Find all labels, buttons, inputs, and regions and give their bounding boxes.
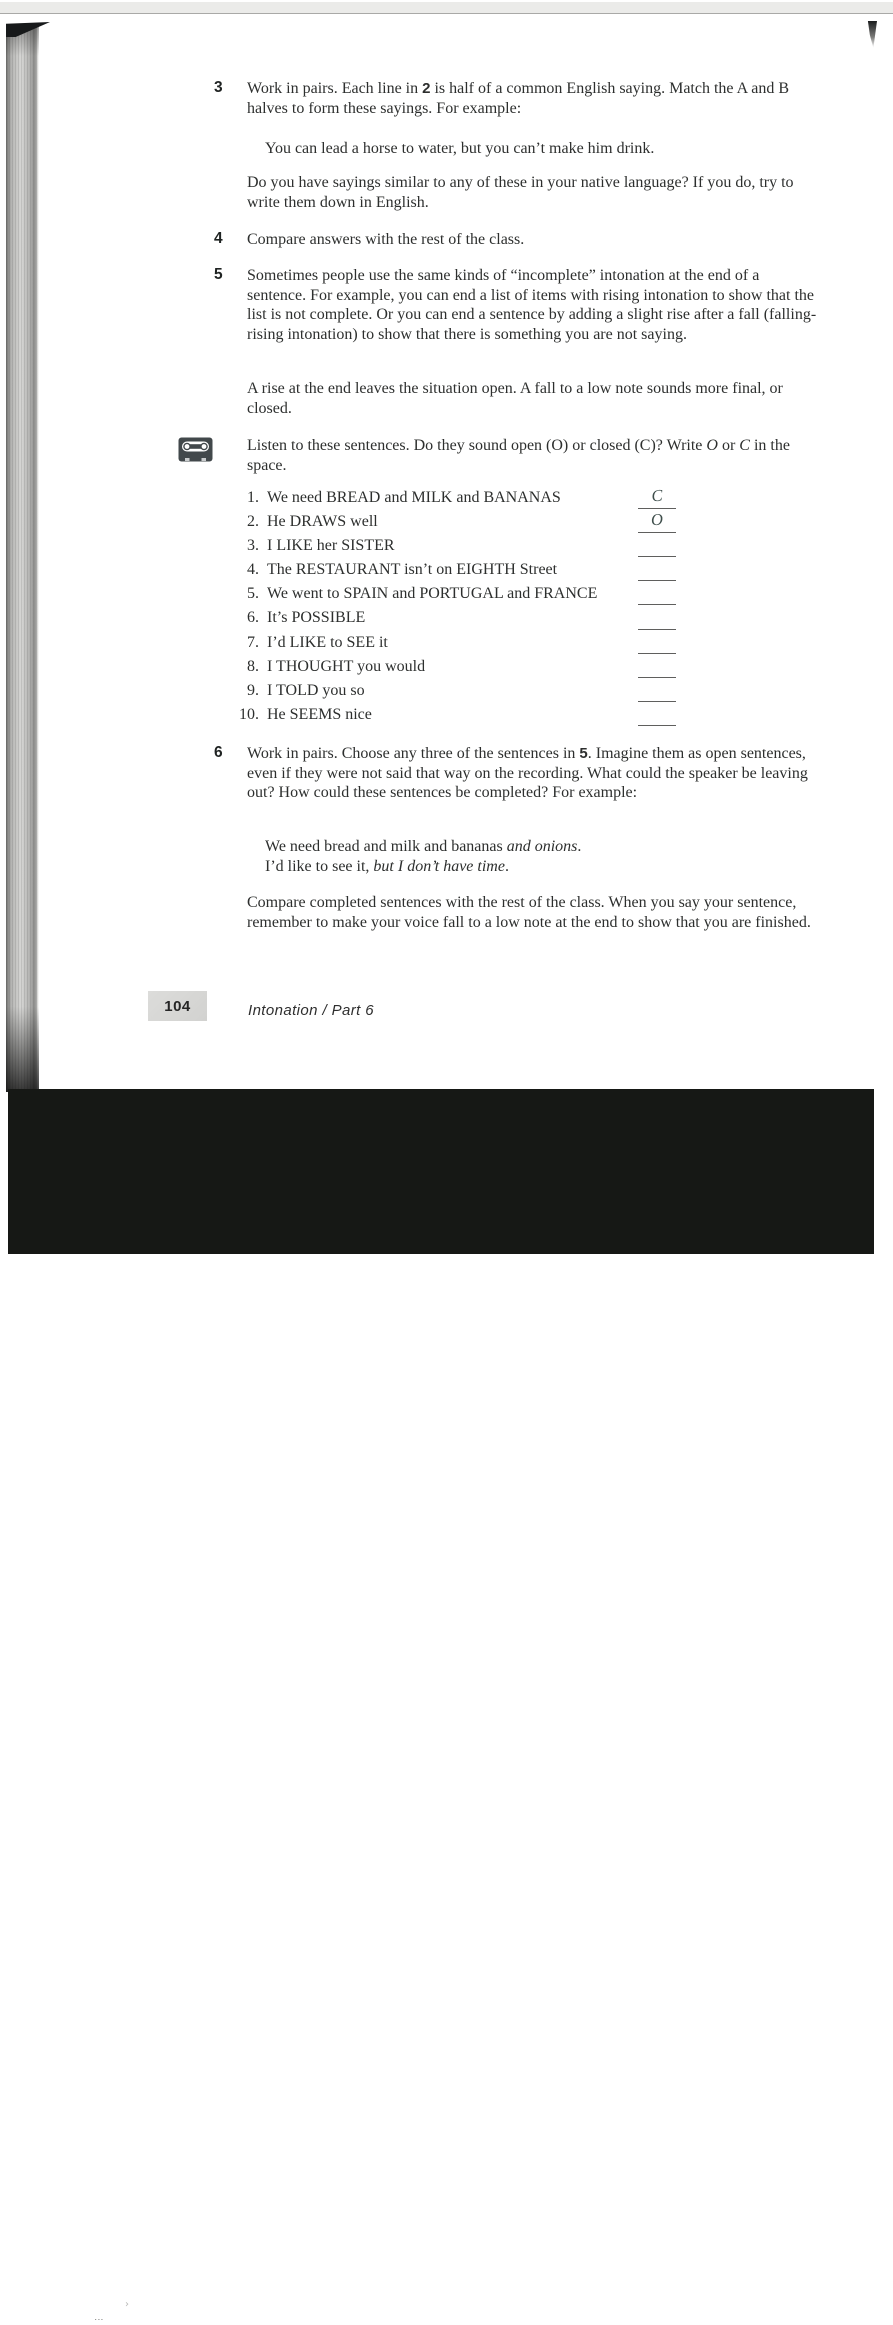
list-item-sentence: He SEEMS nice	[267, 705, 372, 723]
list-item-sentence: It’s POSSIBLE	[267, 609, 366, 627]
footer-section-title: Intonation / Part 6	[248, 1002, 375, 1019]
scan-top-edge-band	[0, 2, 893, 14]
list-item-number: 6.	[247, 609, 259, 627]
exercise-4-number: 4	[214, 230, 223, 247]
exercise-6-number: 6	[214, 744, 223, 761]
listening-instruction: Listen to these sentences. Do they sound open (O) or closed (C)? Write O or C in the space.	[247, 437, 790, 474]
answer-blank-line	[638, 532, 676, 533]
exercise-6-example-line: I’d like to see it, but I don’t have time.	[265, 857, 509, 875]
cassette-tape-icon	[178, 437, 213, 462]
list-item	[232, 706, 680, 730]
scan-black-area	[8, 1089, 874, 2325]
list-item-sentence: I TOLD you so	[267, 681, 365, 699]
answer-blank-line	[638, 701, 676, 702]
list-item	[232, 485, 680, 513]
exercise-5-note: A rise at the end leaves the situation open. A fall to a low note sounds more final, or closed.	[247, 380, 783, 417]
list-item	[232, 509, 680, 537]
handwritten-answer: O	[650, 509, 664, 530]
answer-blank-line	[638, 580, 676, 581]
list-item	[232, 634, 680, 658]
answer-blank-line	[638, 725, 676, 726]
exercise-3-number: 3	[214, 79, 223, 96]
answer-blank-line	[638, 653, 676, 654]
list-item-sentence: We need BREAD and MILK and BANANAS	[267, 489, 561, 506]
exercise-3-example-sentence: You can lead a horse to water, but you can’t make him drink.	[265, 140, 655, 157]
exercise-5-number: 5	[214, 266, 223, 283]
sentence-list	[232, 485, 680, 730]
list-item	[232, 537, 680, 561]
exercise-5-intro: Sometimes people use the same kinds of “incomplete” intonation at the end of a sentence. For example, you can end a list of items with rising intonation to show that the list is not complete. Or you can end a sentence by adding a slight rise after a fall (falling-rising intonation) to show that there is something you are not saying.	[247, 267, 817, 344]
list-item-sentence: I THOUGHT you would	[267, 657, 426, 675]
list-item	[232, 585, 680, 609]
list-item-number: 3.	[247, 537, 259, 555]
exercise-3-intro: Work in pairs. Each line in 2 is half of a common English saying. Match the A and B halves to form these sayings. For example:	[247, 80, 790, 117]
list-item	[232, 682, 680, 706]
page-number: 104	[164, 997, 191, 1015]
list-item-number: 9.	[247, 681, 259, 699]
list-item-sentence: He DRAWS well	[267, 513, 378, 531]
answer-blank-line	[638, 677, 676, 678]
list-item-number: 7.	[247, 633, 259, 651]
list-item-number: 5.	[247, 585, 259, 603]
book-page-edges	[6, 24, 39, 1092]
page-number-box	[148, 991, 207, 1021]
list-item-sentence: I LIKE her SISTER	[267, 537, 395, 555]
list-item-number: 8.	[247, 657, 259, 675]
list-item-sentence: The RESTAURANT isn’t on EIGHTH Street	[267, 561, 558, 579]
exercise-3-followup: Do you have sayings similar to any of these in your native language? If you do, try to write them down in English.	[247, 174, 794, 211]
scan-speck: ›	[125, 2299, 129, 2310]
list-item-sentence: We went to SPAIN and PORTUGAL and FRANCE	[267, 585, 598, 603]
list-item	[232, 658, 680, 682]
list-item	[232, 609, 680, 633]
answer-blank-line	[638, 556, 676, 557]
answer-blank-line	[638, 604, 676, 605]
exercise-6-example-line: We need bread and milk and bananas and onions.	[265, 838, 582, 855]
exercise-6-examples	[265, 837, 825, 876]
list-item-number: 10.	[239, 705, 259, 723]
list-item-sentence: I’d LIKE to SEE it	[267, 633, 388, 651]
handwritten-answer: C	[650, 485, 664, 506]
answer-blank-line	[638, 629, 676, 630]
list-item-number: 1.	[247, 489, 259, 506]
exercise-6-followup: Compare completed sentences with the rest of the class. When you say your sentence, remember to make your voice fall to a low note at the end to show that you are finished.	[247, 894, 811, 931]
exercise-4-text: Compare answers with the rest of the class.	[247, 231, 525, 248]
list-item-number: 4.	[247, 561, 259, 579]
scan-speck: ⋮	[93, 2315, 103, 2325]
list-item	[232, 561, 680, 585]
page-corner-shadow-top-right	[864, 21, 877, 48]
list-item-number: 2.	[247, 513, 259, 531]
exercise-6-intro: Work in pairs. Choose any three of the sentences in 5. Imagine them as open sentences, even if they were not said that way on the recording. What could the speaker be leaving out? How could these sentences be completed? For example:	[247, 745, 808, 802]
